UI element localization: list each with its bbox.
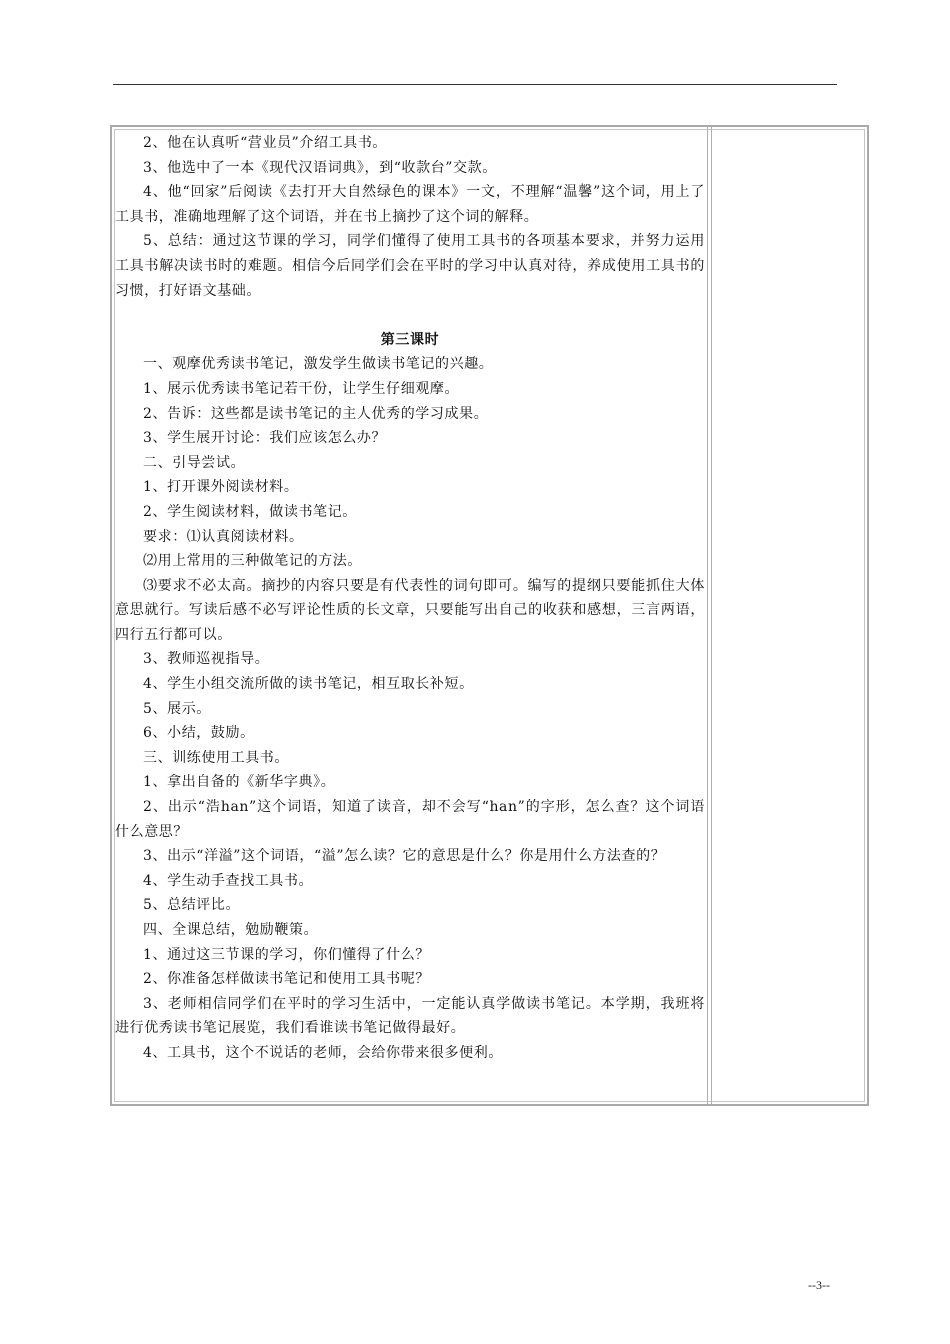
text-paragraph: 1、拿出自备的《新华字典》。: [143, 774, 336, 791]
text-paragraph: 1、展示优秀读书笔记若干份，让学生仔细观摩。: [143, 380, 460, 397]
text-paragraph: 2、告诉：这些都是读书笔记的主人优秀的学习成果。: [143, 405, 489, 422]
column-divider: [707, 127, 712, 1104]
third-lesson-body: [115, 352, 705, 1065]
text-paragraph: 3、学生展开讨论：我们应该怎么办？: [143, 430, 387, 447]
previous-lesson-continuation: [115, 131, 705, 303]
text-paragraph: 要求：⑴认真阅读材料。: [143, 528, 304, 545]
text-paragraph: 6、小结，鼓励。: [143, 725, 255, 742]
text-paragraph: 4、他“回家”后阅读《去打开大自然绿色的课本》一文，不理解“温馨”这个词，用上了工具书，准确地理解了这个词语，并在书上摘抄了这个词的解释。: [115, 184, 705, 225]
text-paragraph: 4、学生小组交流所做的读书笔记，相互取长补短。: [143, 676, 474, 693]
text-paragraph: 一、观摩优秀读书笔记，激发学生做读书笔记的兴趣。: [143, 356, 494, 373]
text-paragraph: ⑶要求不必太高。摘抄的内容只要是有代表性的词句即可。编写的提纲只要能抓住大体意思就行。写读后感不必写评论性质的长文章，只要能写出自己的收获和感想，三言两语，四行五行都可以。: [115, 577, 705, 643]
text-paragraph: 3、老师相信同学们在平时的学习生活中，一定能认真学做读书笔记。本学期，我班将进行优秀读书笔记展览，我们看谁读书笔记做得最好。: [115, 995, 705, 1037]
text-paragraph: 二、引导尝试。: [143, 454, 246, 471]
text-paragraph: 4、工具书，这个不说话的老师，会给你带来很多便利。: [143, 1044, 503, 1061]
text-paragraph: 2、学生阅读材料，做读书笔记。: [143, 503, 357, 520]
header-rule: [113, 84, 837, 85]
text-paragraph: ⑵用上常用的三种做笔记的方法。: [143, 553, 362, 570]
lesson-content-cell: [115, 127, 705, 1066]
text-paragraph: 2、出示“浩han”这个词语，知道了读音，却不会写“han”的字形，怎么查？这个词语什么意思？: [115, 799, 705, 840]
text-paragraph: 5、总结：通过这节课的学习，同学们懂得了使用工具书的各项基本要求，并努力运用工具书解决读书时的难题。相信今后同学们会在平时的学习中认真对待，养成使用工具书的习惯，打好语文基础。: [115, 233, 705, 299]
text-paragraph: 5、总结评比。: [143, 897, 241, 914]
notes-cell: [713, 127, 867, 1104]
lesson-heading: 第三课时: [380, 331, 440, 348]
text-paragraph: 5、展示。: [143, 700, 211, 717]
text-paragraph: 3、教师巡视指导。: [143, 651, 270, 668]
text-paragraph: 3、出示“洋溢”这个词语，“溢”怎么读？它的意思是什么？你是用什么方法查的？: [143, 848, 666, 865]
blank-line: [115, 303, 705, 328]
text-paragraph: 1、打开课外阅读材料。: [143, 479, 299, 496]
text-paragraph: 3、他选中了一本《现代汉语词典》，到“收款台”交款。: [143, 159, 497, 176]
text-paragraph: 1、通过这三节课的学习，你们懂得了什么？: [143, 946, 430, 963]
page-number: --3--: [808, 1278, 830, 1292]
text-paragraph: 4、学生动手查找工具书。: [143, 872, 314, 889]
text-paragraph: 四、全课总结，勉励鞭策。: [143, 922, 319, 938]
text-paragraph: 三、训练使用工具书。: [143, 749, 289, 766]
text-paragraph: 2、他在认真听“营业员”介绍工具书。: [143, 135, 388, 151]
text-paragraph: 2、你准备怎样做读书笔记和使用工具书呢？: [143, 971, 430, 988]
lesson-plan-table: [110, 125, 869, 1106]
